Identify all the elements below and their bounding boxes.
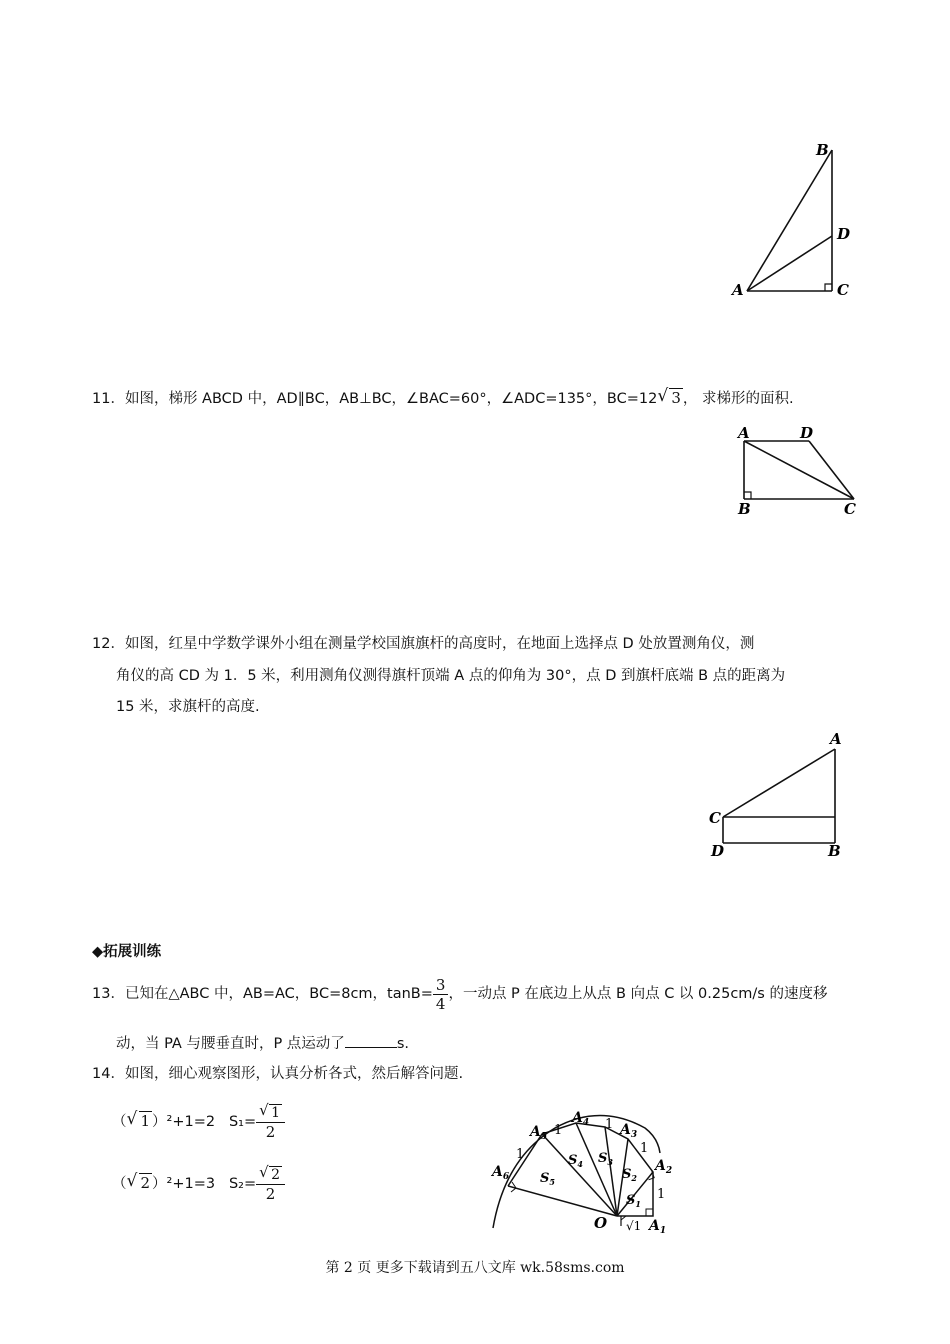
q13-number: 13． bbox=[92, 986, 125, 1002]
q11-sqrt-radicand: 3 bbox=[671, 389, 681, 407]
formula-fraction: √ 2 2 bbox=[256, 1165, 285, 1203]
formula-sqrt: √ 2 bbox=[127, 1160, 153, 1207]
label-A5: $A_5$ bbox=[530, 1124, 548, 1142]
figure-spiral bbox=[480, 1108, 700, 1234]
q11-text-pre: 如图，梯形 ABCD 中，AD∥BC，AB⊥BC，∠BAC=60°，∠ADC=135°，BC=12 bbox=[124, 391, 658, 407]
section-heading bbox=[92, 942, 161, 962]
label-S1: $S_1$ bbox=[626, 1193, 641, 1209]
edge-label-1: 1 bbox=[657, 1187, 666, 1202]
label-D: D bbox=[800, 424, 814, 442]
formula-sqrt: √ 1 bbox=[127, 1098, 153, 1145]
label-D: D bbox=[711, 842, 725, 860]
label-A: A bbox=[732, 281, 744, 299]
q13-line2 bbox=[116, 1033, 409, 1054]
formula-close: ） bbox=[152, 1176, 167, 1192]
section-title: 拓展训练 bbox=[103, 944, 162, 960]
label-B: B bbox=[828, 842, 841, 860]
label-A: A bbox=[738, 424, 750, 442]
edge-label-1: 1 bbox=[516, 1147, 525, 1162]
formula-rest: ²+1=2 bbox=[166, 1114, 216, 1130]
diamond-icon: ◆ bbox=[92, 944, 104, 960]
radical-sign-icon: √ bbox=[626, 1219, 634, 1233]
q13-line2-pre: 动，当 PA 与腰垂直时，P 点运动了 bbox=[116, 1036, 345, 1052]
edge-label-1: 1 bbox=[605, 1117, 614, 1132]
label-S2: $S_2$ bbox=[622, 1167, 637, 1183]
formula-s-label: S₁= bbox=[228, 1114, 257, 1130]
formula-s-label: S₂= bbox=[228, 1176, 257, 1192]
q13-text-pre: 已知在△ABC 中，AB=AC，BC=8cm，tanB= bbox=[124, 986, 433, 1002]
label-A1: $A_1$ bbox=[649, 1218, 667, 1234]
label-D: D bbox=[837, 225, 851, 243]
label-A6: $A_6$ bbox=[492, 1164, 510, 1182]
formula-open: （ bbox=[112, 1114, 127, 1130]
q12-number: 12． bbox=[92, 636, 125, 652]
question-12 bbox=[92, 634, 754, 654]
formula-2 bbox=[112, 1160, 285, 1207]
radical-sign-icon: √ bbox=[657, 386, 669, 406]
q14-text: 如图，细心观察图形，认真分析各式，然后解答问题. bbox=[124, 1066, 464, 1082]
q13-text-post: ，一动点 P 在底边上从点 B 向点 C 以 0.25cm/s 的速度移 bbox=[448, 986, 828, 1002]
q12-line1: 如图，红星中学数学课外小组在测量学校国旗旗杆的高度时，在地面上选择点 D 处放置测角仪，测 bbox=[124, 636, 755, 652]
formula-close: ） bbox=[152, 1114, 167, 1130]
answer-blank[interactable] bbox=[345, 1033, 397, 1048]
label-A: A bbox=[830, 730, 842, 748]
edge-label-1: 1 bbox=[640, 1141, 649, 1156]
figure-flagpole bbox=[700, 728, 860, 862]
figure-triangle-abdc bbox=[720, 135, 870, 305]
label-B: B bbox=[816, 141, 829, 159]
label-C: C bbox=[844, 500, 856, 518]
q13-fraction bbox=[433, 976, 449, 1013]
label-A4: $A_4$ bbox=[572, 1110, 590, 1128]
q12-line3: 15 米，求旗杆的高度. bbox=[116, 699, 260, 715]
q14-number: 14． bbox=[92, 1066, 125, 1082]
formula-1 bbox=[112, 1098, 285, 1145]
q11-sqrt bbox=[657, 388, 683, 409]
label-S4: $S_4$ bbox=[568, 1153, 583, 1169]
label-S5: $S_5$ bbox=[540, 1171, 555, 1187]
formula-open: （ bbox=[112, 1176, 127, 1192]
question-13 bbox=[92, 975, 827, 1013]
label-A2: $A_2$ bbox=[655, 1158, 673, 1176]
figure-trapezoid bbox=[730, 422, 870, 522]
page-footer: 第 2 页 更多下载请到五八文库 wk.58sms.com bbox=[325, 1260, 625, 1276]
edge-label-sqrt1: √1 bbox=[626, 1219, 642, 1233]
radical-sign-icon: √ bbox=[259, 1101, 269, 1119]
question-14 bbox=[92, 1064, 463, 1084]
formula-fraction: √ 1 2 bbox=[256, 1103, 285, 1141]
label-A3: $A_3$ bbox=[620, 1122, 638, 1140]
label-C: C bbox=[837, 281, 849, 299]
radical-sign-icon: √ bbox=[126, 1109, 138, 1129]
q13-frac-den: 4 bbox=[435, 994, 446, 1013]
q11-text-post: ， 求梯形的面积. bbox=[682, 391, 794, 407]
edge-label-1: 1 bbox=[554, 1123, 563, 1138]
radical-sign-icon: √ bbox=[126, 1171, 138, 1191]
label-C: C bbox=[709, 809, 721, 827]
label-S3: $S_3$ bbox=[598, 1151, 613, 1167]
label-B: B bbox=[738, 500, 751, 518]
formula-rest: ²+1=3 bbox=[166, 1176, 216, 1192]
radical-sign-icon: √ bbox=[259, 1163, 269, 1181]
q12-line2: 角仪的高 CD 为 1．5 米，利用测角仪测得旗杆顶端 A 点的仰角为 30°，点 D 到旗杆底端 B 点的距离为 bbox=[116, 668, 786, 684]
q11-number: 11． bbox=[92, 391, 125, 407]
q13-frac-num: 3 bbox=[433, 976, 449, 995]
q13-line2-post: s. bbox=[396, 1036, 409, 1052]
question-11 bbox=[92, 388, 794, 409]
label-O: O bbox=[594, 1214, 608, 1232]
